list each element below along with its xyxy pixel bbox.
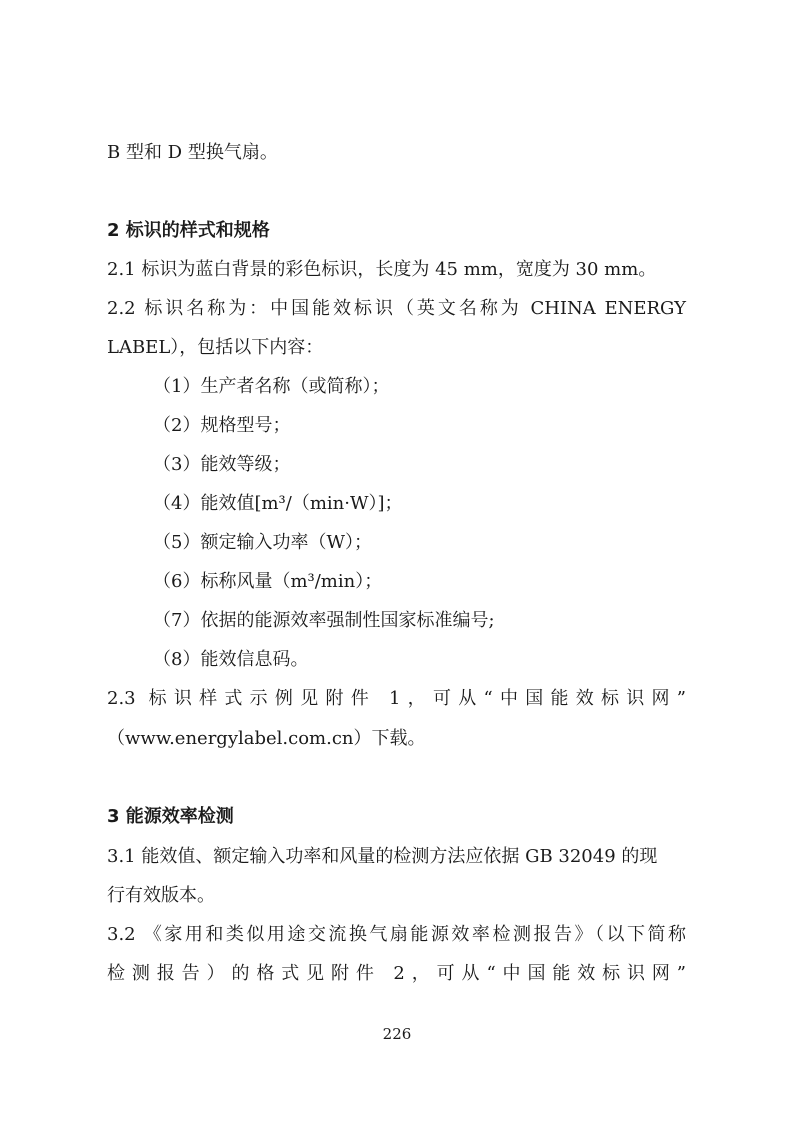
list-item: （2）规格型号； <box>153 415 291 436</box>
paragraph-3-1-line-2: 行有效版本。 <box>107 885 215 906</box>
list-item: （1）生产者名称（或简称）； <box>153 376 390 397</box>
section-heading-3: 3 能源效率检测 <box>107 806 234 827</box>
list-item: （6）标称风量（m³/min）； <box>153 571 383 592</box>
page-number: 226 <box>382 1025 412 1043</box>
paragraph-2-3-line-2: （www.energylabel.com.cn）下载。 <box>107 728 426 749</box>
list-item: （8）能效信息码。 <box>153 649 309 670</box>
paragraph-3-2-line-1: 3.2 《家用和类似用途交流换气扇能源效率检测报告》（以下简称 <box>107 924 686 945</box>
paragraph-2-3-line-1: 2.3 标识样式示例见附件 1，可从“中国能效标识网” <box>107 688 686 709</box>
list-item: （3）能效等级； <box>153 454 291 475</box>
list-item: （4）能效值[m³/（min·W）]； <box>153 493 403 514</box>
paragraph-3-1-line-1: 3.1 能效值、额定输入功率和风量的检测方法应依据 GB 32049 的现 <box>107 846 658 867</box>
paragraph-2-2-line-2: LABEL），包括以下内容： <box>107 337 324 358</box>
section-heading-2: 2 标识的样式和规格 <box>107 220 270 241</box>
paragraph-2-1: 2.1 标识为蓝白背景的彩色标识，长度为 45 mm，宽度为 30 mm。 <box>107 259 657 280</box>
paragraph-2-2-line-1: 2.2 标识名称为：中国能效标识（英文名称为 CHINA ENERGY <box>107 298 686 319</box>
list-item: （5）额定输入功率（W）； <box>153 532 372 553</box>
list-item: （7）依据的能源效率强制性国家标准编号; <box>153 610 495 631</box>
continued-paragraph: B 型和 D 型换气扇。 <box>107 142 278 163</box>
paragraph-3-2-line-2: 检测报告）的格式见附件 2，可从“中国能效标识网” <box>107 963 686 984</box>
